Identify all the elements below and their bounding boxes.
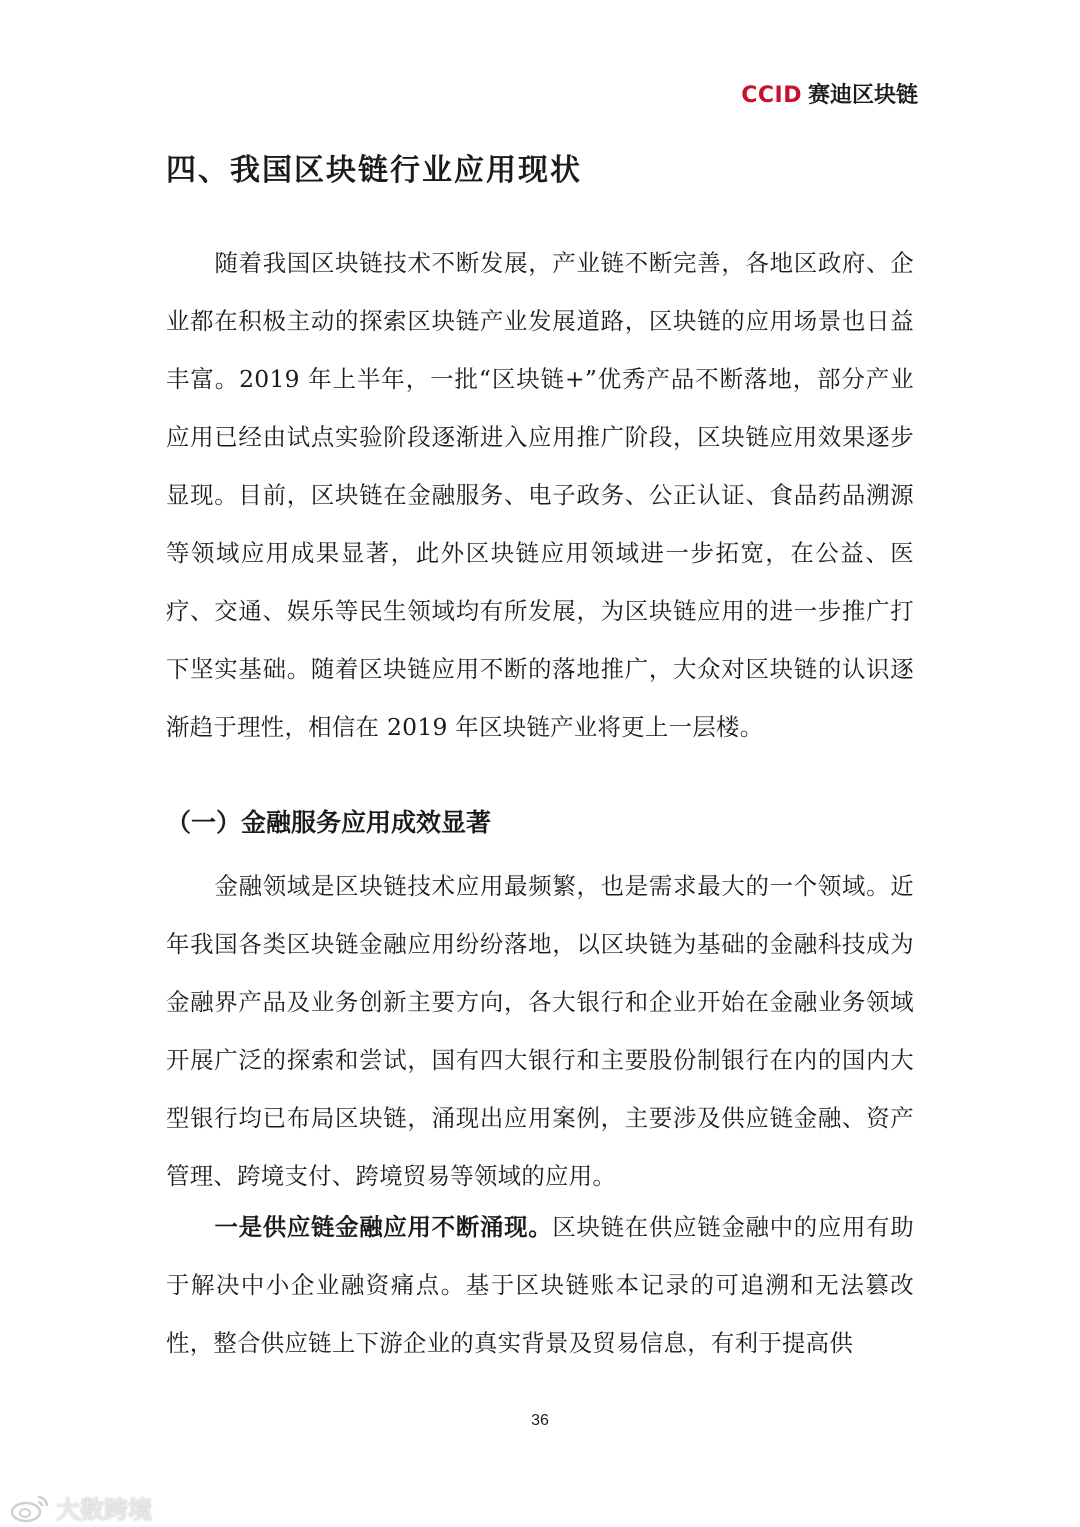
supply-chain-lead: 一是供应链金融应用不断涌现。 xyxy=(214,1213,553,1241)
weibo-logo-icon xyxy=(10,1493,50,1523)
intro-text: 随着我国区块链技术不断发展，产业链不断完善，各地区政府、企业都在积极主动的探索区块链产业发展道路，区块链的应用场景也日益丰富。2019 年上半年，一批“区块链+”优秀产品不断落地，部分产业应用已经由试点实验阶段逐渐进入应用推广阶段，区块链应用效果逐步显现。目前，区块链在金融服务、电子政务、公正认证、食品药品溯源等领域应用成果显著，此外区块链应用领域进一步拓宽，在公益、医疗、交通、娱乐等民生领域均有所发展，为区块链应用的进一步推广打下坚实基础。随着区块链应用不断的落地推广，大众对区块链的认识逐渐趋于理性，相信在 2019 年区块链产业将更上一层楼。 xyxy=(166,249,914,741)
watermark-text: 大数跨境 xyxy=(56,1496,152,1524)
brand-ccid-logo: CCID xyxy=(741,83,802,108)
header-brand xyxy=(741,78,918,109)
supply-chain-text: 区块链在供应链金融中的应用有助于解决中小企业融资痛点。基于区块链账本记录的可追溯和无法篡改性，整合供应链上下游企业的真实背景及贸易信息，有利于提高供 xyxy=(166,1213,915,1357)
finance-text: 金融领域是区块链技术应用最频繁，也是需求最大的一个领域。近年我国各类区块链金融应用纷纷落地，以区块链为基础的金融科技成为金融界产品及业务创新主要方向，各大银行和企业开始在金融业务领域开展广泛的探索和尝试，国有四大银行和主要股份制银行在内的国内大型银行均已布局区块链，涌现出应用案例，主要涉及供应链金融、资产管理、跨境支付、跨境贸易等领域的应用。 xyxy=(166,872,914,1190)
subsection-title: （一）金融服务应用成效显著 xyxy=(166,808,492,837)
intro-paragraph xyxy=(166,234,914,756)
brand-name: 赛迪区块链 xyxy=(807,83,918,108)
section-title: 四、我国区块链行业应用现状 xyxy=(166,153,582,188)
supply-chain-paragraph xyxy=(166,1198,914,1372)
page-number: 36 xyxy=(531,1412,549,1429)
finance-paragraph xyxy=(166,857,914,1205)
watermark xyxy=(10,1490,152,1525)
